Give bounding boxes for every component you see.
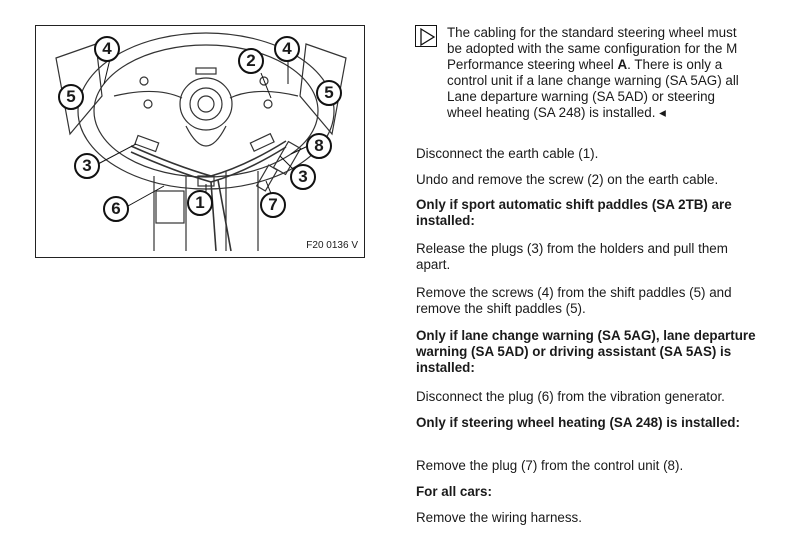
step-remove-screw: Undo and remove the screw (2) on the earth cable. (416, 172, 719, 187)
steering-wheel-figure (35, 25, 365, 258)
step-release-plugs: Release the plugs (3) from the holders and pull them apart. (416, 241, 728, 272)
callout-3-right: 3 (290, 164, 316, 190)
callout-4-left: 4 (94, 36, 120, 62)
callout-5-left: 5 (58, 84, 84, 110)
note-end-mark: ◂ (659, 105, 666, 120)
callout-3-left: 3 (74, 153, 100, 179)
condition-shift-paddles: Only if sport automatic shift paddles (SA 2TB) are installed: (416, 197, 732, 228)
note-text-after: . There is only a control unit if a lane change warning (SA 5AG) all Lane departure warning (SA 5AD) or steering wheel heating (SA 248) is installed. (447, 57, 739, 120)
note-text (447, 25, 747, 121)
step-disconnect-vibration: Disconnect the plug (6) from the vibration generator. (416, 389, 725, 404)
callout-8: 8 (306, 133, 332, 159)
note-text-bold: A (617, 57, 628, 72)
note-triangle-icon (415, 25, 437, 47)
condition-lane-warning: Only if lane change warning (SA 5AG), lane departure warning (SA 5AD) or driving assistant (SA 5AS) is installed: (416, 328, 756, 375)
figure-code: F20 0136 V (306, 240, 358, 251)
step-disconnect-earth: Disconnect the earth cable (1). (416, 146, 599, 161)
note-text-before: The cabling for the standard steering wheel must be adopted with the same configuration for the M Performance steering wheel (447, 25, 738, 72)
callout-2: 2 (238, 48, 264, 74)
callout-7: 7 (260, 192, 286, 218)
callout-1: 1 (187, 190, 213, 216)
step-remove-harness: Remove the wiring harness. (416, 510, 582, 525)
condition-all-cars: For all cars: (416, 484, 492, 499)
step-remove-plug-7: Remove the plug (7) from the control unit (8). (416, 458, 684, 473)
callout-6: 6 (103, 196, 129, 222)
step-remove-paddles: Remove the screws (4) from the shift paddles (5) and remove the shift paddles (5). (416, 285, 732, 316)
callout-4-right: 4 (274, 36, 300, 62)
callout-5-right: 5 (316, 80, 342, 106)
condition-wheel-heating: Only if steering wheel heating (SA 248) is installed: (416, 415, 740, 430)
